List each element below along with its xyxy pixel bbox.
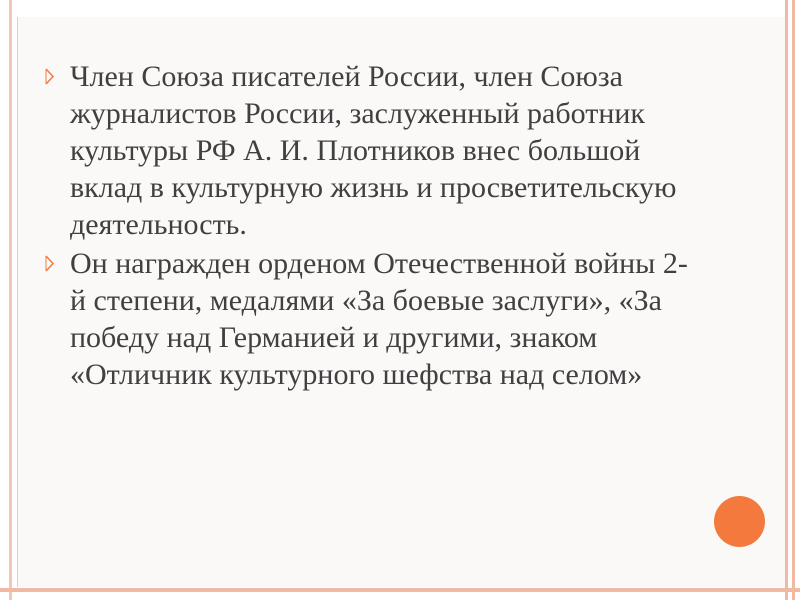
bullet-list <box>44 58 694 395</box>
bullet-text: Он награжден орденом Отечественной войны 2-й степени, медалями «За боевые заслуги», «За победу над Германией и другими, знаком «Отличник культурного шефства над селом» <box>70 247 688 391</box>
bullet-item <box>44 58 694 243</box>
right-border-line <box>785 0 788 600</box>
bullet-text: Член Союза писателей России, член Союза журналистов России, заслуженный работник культуры РФ А. И. Плотников внес большой вклад в культурную жизнь и просветительскую деятельность. <box>70 60 677 241</box>
bottom-border-line <box>0 588 800 592</box>
orange-circle-decoration <box>714 496 765 547</box>
bullet-icon <box>44 68 55 85</box>
left-border-line <box>9 0 12 600</box>
bullet-item <box>44 245 694 393</box>
bullet-icon <box>44 255 55 272</box>
right-border-line-outer <box>792 0 795 600</box>
